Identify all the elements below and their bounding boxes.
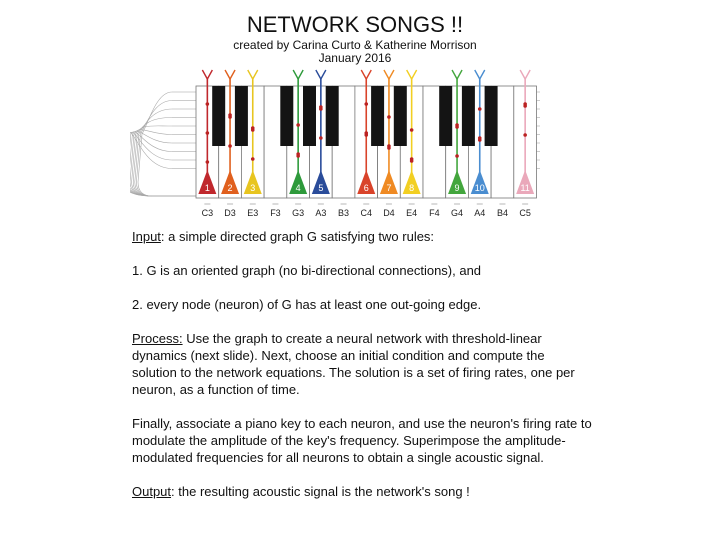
output-paragraph [132,483,592,500]
neuron-fork [293,70,303,79]
black-key [212,86,225,146]
process-paragraph [132,330,592,398]
neuron-wire [132,126,196,196]
synapse-dot [410,128,414,132]
black-key [485,86,498,146]
rule-1: 1. G is an oriented graph (no bi-directional connections), and [132,263,482,278]
output-label: Output [132,484,172,499]
synapse-dot [251,126,255,130]
neuron-fork [520,70,530,79]
synapse-dot [296,152,300,156]
note-label: D3 [224,208,236,218]
finally-paragraph: Finally, associate a piano key to each neuron, and use the neuron's firing rate to modulate the amplitude of the key's frequency. Superimpose the amplitude-modulated frequencies for all neurons to obtain a single acoustic signal. [132,416,592,465]
note-label: E4 [406,208,418,218]
neuron-wire [133,118,196,197]
black-key [280,86,293,146]
neuron-fork [316,70,326,79]
description [132,228,592,517]
neuron-number: 1 [204,183,210,193]
synapse-dot [251,157,255,161]
neuron-fork [202,70,212,79]
synapse-dot [455,123,459,127]
neuron-number: 6 [363,183,369,193]
page-title: NETWORK SONGS !! [246,12,464,37]
neuron-fork [407,70,417,79]
synapse-dot [296,123,300,127]
synapse-dot [206,131,210,135]
input-paragraph [132,228,592,245]
credits: created by Carina Curto & Katherine Morrison [233,38,477,52]
black-key [303,86,316,146]
date: January 2016 [318,51,392,65]
rule-2: 2. every node (neuron) of G has at least one out-going edge. [132,297,482,312]
synapse-dot [364,131,368,135]
synapse-dot [364,102,368,106]
neuron-fork [452,70,462,79]
synapse-dot [319,136,323,140]
neuron-fork [475,70,485,79]
piano-network-diagram [130,64,550,224]
note-label: B4 [496,208,508,218]
note-label: B3 [338,208,350,218]
note-label: D4 [383,208,395,218]
note-label: E3 [247,208,259,218]
neuron-number: 3 [250,183,256,193]
neuron-fork [361,70,371,79]
synapse-dot [206,160,210,164]
input-text: : a simple directed graph G satisfying two rules: [160,229,435,244]
neuron-number: 8 [409,183,415,193]
input-label: Input [132,229,161,244]
neuron-number: 11 [520,183,530,193]
process-text: Use the graph to create a neural network with threshold-linear dynamics (next slide). Next, choose an initial condition and compute the solution to the network equations. The solution is a set of firing rates, one per neuron, as a function of time. [132,331,575,397]
black-key [394,86,407,146]
note-label: G3 [292,208,305,218]
neuron-fork [384,70,394,79]
synapse-dot [523,102,527,106]
neuron-wire-bundle [130,92,196,196]
note-label: C4 [360,208,373,218]
neuron-fork [225,70,235,79]
neuron-fork [248,70,258,79]
synapse-dot [228,113,232,117]
note-label: A4 [474,208,486,218]
black-key [235,86,248,146]
neuron-number: 10 [474,183,485,193]
synapse-dot [228,144,232,148]
synapse-dot [410,157,414,161]
black-key [371,86,384,146]
synapse-dot [387,144,391,148]
neuron-wire [138,92,196,196]
synapse-dot [523,133,527,137]
black-key [326,86,339,146]
note-label: A3 [315,208,327,218]
neuron-number: 2 [227,183,233,193]
synapse-dot [478,107,482,111]
black-key [439,86,452,146]
black-key [462,86,475,146]
note-labels [202,204,531,218]
neuron-number: 4 [295,183,301,193]
note-label: F3 [270,208,281,218]
note-label: F4 [429,208,440,218]
note-label: C3 [201,208,214,218]
note-label: G4 [451,208,464,218]
synapse-dot [387,115,391,119]
neuron-forks [202,70,530,79]
neuron-wire [136,101,196,197]
synapse-dot [319,105,323,109]
note-label: C5 [519,208,531,218]
neuron-number: 7 [386,183,392,193]
synapse-dot [478,136,482,140]
subtitle [0,39,710,65]
synapse-dot [206,102,210,106]
neuron-number: 5 [318,183,324,193]
process-label: Process: [132,331,183,346]
neuron-number: 9 [454,183,460,193]
synapse-dot [455,154,459,158]
output-text: : the resulting acoustic signal is the network's song ! [171,484,470,499]
